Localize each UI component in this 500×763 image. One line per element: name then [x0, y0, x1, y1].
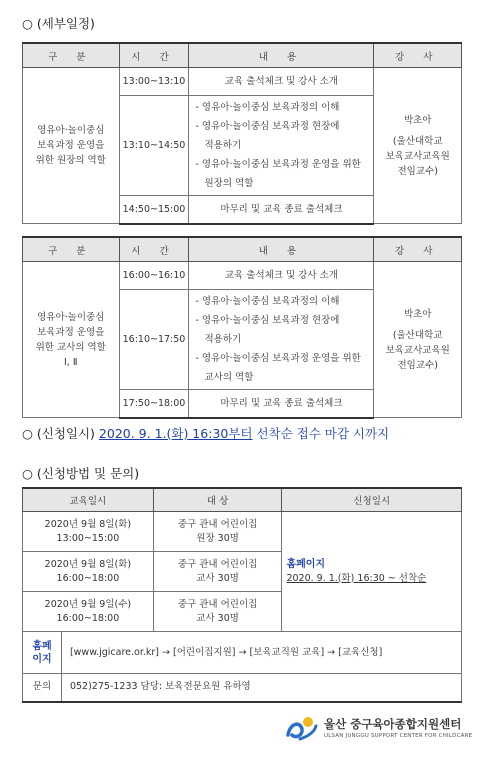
header-time: 시 간: [119, 237, 189, 262]
table-row: [23, 512, 462, 552]
content-cell: 마무리 및 교육 종료 출석체크: [189, 390, 374, 418]
table-header-row: [23, 43, 462, 68]
apply-homepage-label: 홈페이지: [286, 558, 326, 570]
instructor-cell: 박초아 (울산대학교 보육교사교육원 전임교수): [374, 68, 462, 224]
category-cell: 영유아·놀이중심 보육과정 운영을 위한 원장의 역할: [23, 68, 120, 224]
content-cell: 마무리 및 교육 종료 출석체크: [189, 196, 374, 224]
content-cell: 교육 출석체크 및 강사 소개: [189, 68, 374, 96]
footer-logo: [284, 713, 473, 743]
content-cell: 교육 출석체크 및 강사 소개: [189, 262, 374, 290]
header-category: 구 분: [23, 43, 120, 68]
table-header-row: [23, 488, 462, 512]
application-period: [22, 424, 389, 442]
time-cell: 13:10~14:50: [119, 96, 189, 196]
header-target: 대 상: [153, 488, 282, 512]
target-cell: 중구 관내 어린이집 교사 30명: [153, 552, 282, 592]
apply-cell: [282, 512, 462, 632]
homepage-path[interactable]: [www.jgicare.or.kr] → [어린이집지원] → [보육교직원 교육] → [교육신청]: [61, 632, 461, 674]
header-apply-date: 신청일시: [282, 488, 462, 512]
edu-date-cell: 2020년 9월 8일(화) 16:00~18:00: [23, 552, 154, 592]
category-cell: 영유아·놀이중심 보육과정 운영을 위한 교사의 역할 Ⅰ, Ⅱ: [23, 262, 120, 418]
time-cell: 14:50~15:00: [119, 196, 189, 224]
time-cell: 17:50~18:00: [119, 390, 189, 418]
apply-detail: 2020. 9. 1.(화) 16:30 ~ 선착순: [286, 572, 427, 584]
content-list-cell: - 영유아·놀이중심 보육과정의 이해 - 영유아·놀이중심 보육과정 현장에 적용하기 - 영유아·놀이중심 보육과정 운영을 위한 교사의 역할: [189, 290, 374, 390]
header-category: 구 분: [23, 237, 120, 262]
center-name: 울산 중구육아종합지원센터: [324, 717, 462, 731]
table-row: [23, 262, 462, 290]
header-time: 시 간: [119, 43, 189, 68]
header-instructor: 강 사: [374, 237, 462, 262]
edu-date-cell: 2020년 9월 9일(수) 16:00~18:00: [23, 592, 154, 632]
table-row: [23, 68, 462, 96]
header-content: 내 용: [189, 43, 374, 68]
header-edu-date: 교육일시: [23, 488, 154, 512]
instructor-cell: 박초아 (울산대학교 보육교사교육원 전임교수): [374, 262, 462, 418]
target-cell: 중구 관내 어린이집 교사 30명: [153, 592, 282, 632]
schedule-table-teacher: [22, 236, 462, 419]
table-header-row: [23, 237, 462, 262]
time-cell: 16:00~16:10: [119, 262, 189, 290]
center-name-english: ULSAN JUNGGU SUPPORT CENTER FOR CHILDCARE: [324, 733, 473, 739]
target-cell: 중구 관내 어린이집 원장 30명: [153, 512, 282, 552]
header-content: 내 용: [189, 237, 374, 262]
center-logo-icon: [284, 713, 320, 743]
inquiry-text: 052)275-1233 담당: 보육전문요원 유하영: [61, 674, 461, 702]
edu-date-cell: 2020년 9월 8일(화) 13:00~15:00: [23, 512, 154, 552]
content-list-cell: - 영유아·놀이중심 보육과정의 이해 - 영유아·놀이중심 보육과정 현장에 적용하기 - 영유아·놀이중심 보육과정 운영을 위한 원장의 역할: [189, 96, 374, 196]
inquiry-row: [23, 674, 462, 702]
registration-table: [22, 487, 462, 703]
inquiry-label: 문의: [23, 674, 62, 702]
schedule-table-director: [22, 42, 462, 225]
homepage-row: [23, 632, 462, 674]
method-heading: ○ (신청방법 및 문의): [22, 466, 140, 481]
schedule-heading: ○ (세부일정): [22, 16, 95, 31]
application-date: 2020. 9. 1.(화) 16:30부터: [98, 426, 253, 441]
application-suffix: 선착순 접수 마감 시까지: [252, 426, 390, 441]
time-cell: 16:10~17:50: [119, 290, 189, 390]
application-prefix: ○ (신청일시): [22, 426, 99, 441]
header-instructor: 강 사: [374, 43, 462, 68]
homepage-label-cell: 홈페 이지: [23, 632, 62, 674]
time-cell: 13:00~13:10: [119, 68, 189, 96]
